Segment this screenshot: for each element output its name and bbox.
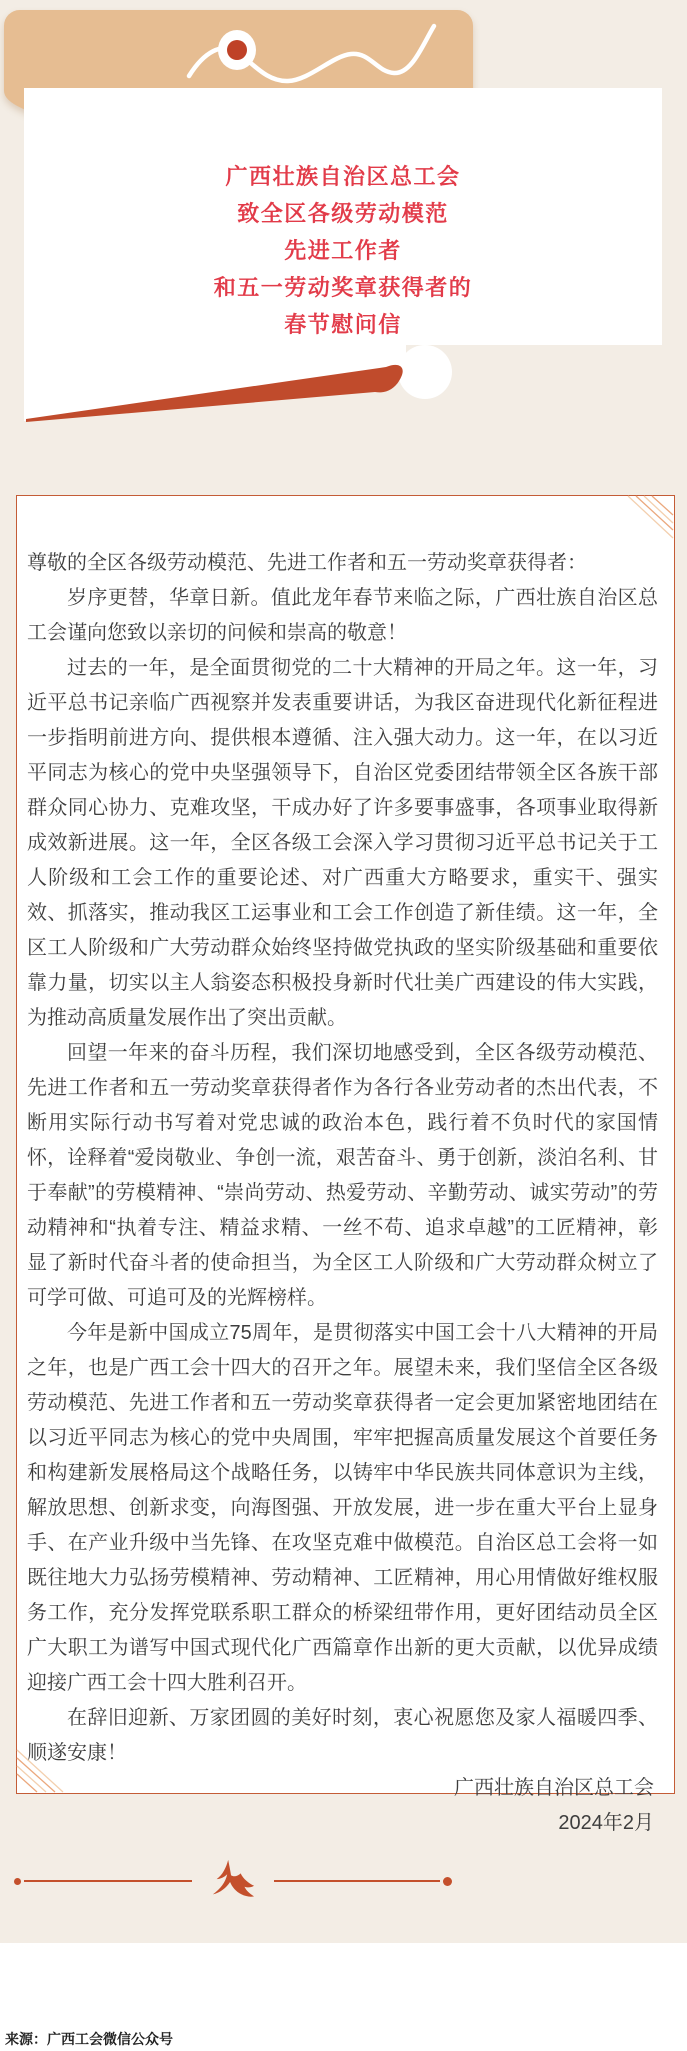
title-line-2: 致全区各级劳动模范 bbox=[237, 201, 449, 226]
flying-swallow-icon bbox=[209, 1859, 255, 1903]
divider-line-left bbox=[24, 1880, 192, 1882]
diagonal-hatch-lines-icon bbox=[17, 1745, 71, 1793]
circle-dot-icon bbox=[218, 30, 256, 70]
letter-signature: 广西壮族自治区总工会 bbox=[454, 1777, 654, 1799]
letter-paragraph: 过去的一年，是全面贯彻党的二十大精神的开局之年。这一年，习近平总书记亲临广西视察并发表重要讲话，为我区奋进现代化新征程进一步指明前进方向、提供根本遵循、注入强大动力。这一年，在以习近平同志为核心的党中央坚强领导下，自治区党委团结带领全区各族干部群众同心协力、克难攻坚，干成办好了许多要事盛事，各项事业取得新成效新进展。这一年，全区各级工会深入学习贯彻习近平总书记关于工人阶级和工会工作的重要论述、对广西重大方略要求，重实干、强实效、抓落实，推动我区工运事业和工会工作创造了新佳绩。这一年，全区工人阶级和广大劳动群众始终坚持做党执政的坚实阶级基础和重要依靠力量，切实以主人翁姿态积极投身新时代壮美广西建设的伟大实践，为推动高质量发展作出了突出贡献。 bbox=[27, 657, 658, 1029]
source-credit: 来源：广西工会微信公众号 bbox=[5, 2031, 173, 2047]
footer-divider bbox=[14, 1858, 464, 1904]
title-line-1: 广西壮族自治区总工会 bbox=[225, 164, 461, 189]
title-card bbox=[24, 88, 662, 345]
letter-paragraph: 岁序更替，华章日新。值此龙年春节来临之际，广西壮族自治区总工会谨向您致以亲切的问候和崇高的敬意！ bbox=[27, 587, 658, 644]
letter-salutation: 尊敬的全区各级劳动模范、先进工作者和五一劳动奖章获得者： bbox=[27, 552, 587, 574]
title-line-3: 先进工作者 bbox=[284, 238, 402, 263]
diagonal-hatch-lines-icon bbox=[620, 496, 674, 544]
brush-stroke-swoosh-icon bbox=[24, 345, 464, 437]
title-line-5: 春节慰问信 bbox=[284, 312, 402, 337]
letter-paragraph: 今年是新中国成立75周年，是贯彻落实中国工会十八大精神的开局之年，也是广西工会十四大的召开之年。展望未来，我们坚信全区各级劳动模范、先进工作者和五一劳动奖章获得者一定会更加紧密地团结在以习近平同志为核心的党中央周围，牢牢把握高质量发展这个首要任务和构建新发展格局这个战略任务，以铸牢中华民族共同体意识为主线，解放思想、创新求变，向海图强、开放发展，进一步在重大平台上显身手、在产业升级中当先锋、在攻坚克难中做模范。自治区总工会将一如既往地大力弘扬劳模精神、劳动精神、工匠精神，用心用情做好维权服务工作，充分发挥党联系职工群众的桥梁纽带作用，更好团结动员全区广大职工为谱写中国式现代化广西篇章作出新的更大贡献，以优异成绩迎接广西工会十四大胜利召开。 bbox=[27, 1322, 658, 1694]
letter-paragraph: 在辞旧迎新、万家团圆的美好时刻，衷心祝愿您及家人福暖四季、顺遂安康！ bbox=[27, 1707, 658, 1764]
title-line-4: 和五一劳动奖章获得者的 bbox=[213, 275, 473, 300]
divider-dot-right bbox=[443, 1877, 452, 1886]
letter-paragraph: 回望一年来的奋斗历程，我们深切地感受到，全区各级劳动模范、先进工作者和五一劳动奖章获得者作为各行各业劳动者的杰出代表，不断用实际行动书写着对党忠诚的政治本色，践行着不负时代的家国情怀，诠释着“爱岗敬业、争创一流，艰苦奋斗、勇于创新，淡泊名利、甘于奉献”的劳模精神、“崇尚劳动、热爱劳动、辛勤劳动、诚实劳动”的劳动精神和“执着专注、精益求精、一丝不苟、追求卓越”的工匠精神，彰显了新时代奋斗者的使命担当，为全区工人阶级和广大劳动群众树立了可学可做、可追可及的光辉榜样。 bbox=[27, 1042, 658, 1309]
divider-dot-left bbox=[14, 1878, 21, 1885]
divider-line-right bbox=[274, 1880, 440, 1882]
letter-date: 2024年2月 bbox=[558, 1812, 654, 1834]
letter-box bbox=[16, 495, 675, 1834]
